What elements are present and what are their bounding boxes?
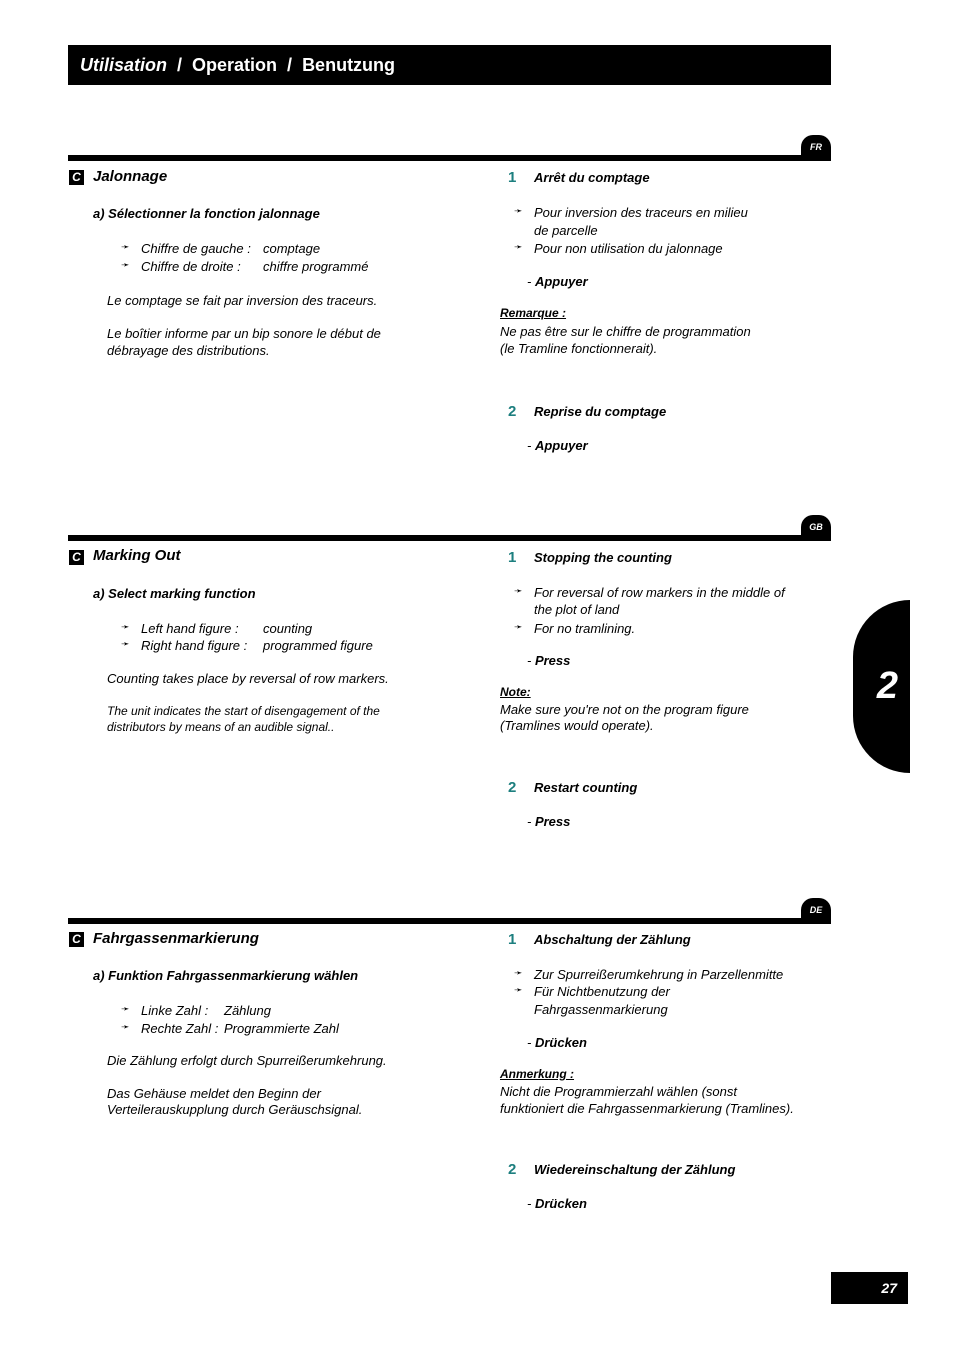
- sub-heading-fr: a) Sélectionner la fonction jalonnage: [93, 206, 320, 221]
- header-title-de: Benutzung: [302, 55, 396, 75]
- step-action-text: Press: [534, 814, 571, 829]
- section-letter-box: C: [69, 932, 84, 947]
- header-separator: /: [177, 55, 183, 75]
- paragraph: Le comptage se fait par inversion des traceurs.: [107, 293, 378, 308]
- bullet-label: Chiffre de gauche :: [141, 241, 251, 256]
- paragraph: Die Zählung erfolgt durch Spurreißerumkehrung.: [107, 1053, 387, 1068]
- arrow-bullet-icon: ➛: [121, 260, 130, 271]
- paragraph: distributors by means of an audible signal..: [107, 720, 335, 734]
- language-tab-de: DE: [801, 898, 831, 922]
- language-tab-gb: GB: [801, 515, 831, 539]
- step-title: Wiedereinschaltung der Zählung: [534, 1162, 736, 1177]
- arrow-bullet-icon: ➛: [514, 968, 523, 979]
- step-action: - Press: [527, 814, 571, 829]
- step-action-text: Appuyer: [534, 438, 588, 453]
- step-action: - Drücken: [527, 1035, 587, 1050]
- step-action: - Appuyer: [527, 438, 588, 453]
- bullet-value: programmed figure: [263, 638, 373, 653]
- note-label: Note:: [500, 685, 531, 699]
- note-text: funktioniert die Fahrgassenmarkierung (Tramlines).: [500, 1101, 794, 1116]
- step-title: Stopping the counting: [534, 550, 672, 565]
- bullet-value: counting: [263, 621, 313, 636]
- step-action-text: Appuyer: [534, 274, 588, 289]
- step-bullet: Zur Spurreißerumkehrung in Parzellenmitte: [534, 967, 784, 982]
- section-rule-de: [68, 918, 831, 924]
- step-number: 2: [508, 779, 517, 796]
- section-letter-box: C: [69, 170, 84, 185]
- bullet-value: Zählung: [224, 1003, 271, 1018]
- arrow-bullet-icon: ➛: [121, 1004, 130, 1015]
- arrow-bullet-icon: ➛: [121, 639, 130, 650]
- step-action: - Press: [527, 653, 571, 668]
- step-title: Restart counting: [534, 780, 638, 795]
- section-title-de: Fahrgassenmarkierung: [93, 930, 259, 947]
- step-bullet: Für Nichtbenutzung der: [534, 984, 670, 999]
- header-title-gb: Operation: [192, 55, 278, 75]
- paragraph: Das Gehäuse meldet den Beginn der: [107, 1086, 321, 1101]
- sub-heading-de: a) Funktion Fahrgassenmarkierung wählen: [93, 968, 359, 983]
- bullet-label: Right hand figure :: [141, 638, 248, 653]
- section-rule-fr: [68, 155, 831, 161]
- section-letter-box: C: [69, 550, 84, 565]
- note-text: (le Tramline fonctionnerait).: [500, 341, 658, 356]
- paragraph: débrayage des distributions.: [107, 343, 270, 358]
- step-action-text: Drücken: [534, 1035, 587, 1050]
- step-number: 2: [508, 1161, 517, 1178]
- step-bullet: the plot of land: [534, 602, 620, 617]
- language-tab-fr: FR: [801, 135, 831, 159]
- step-number: 1: [508, 549, 517, 566]
- arrow-bullet-icon: ➛: [121, 1022, 130, 1033]
- bullet-label: Rechte Zahl :: [141, 1021, 219, 1036]
- page-header: [68, 45, 831, 85]
- step-bullet: Pour non utilisation du jalonnage: [534, 241, 723, 256]
- arrow-bullet-icon: ➛: [514, 242, 523, 253]
- note-label: Remarque :: [500, 306, 567, 320]
- paragraph: The unit indicates the start of disengagement of the: [107, 704, 380, 718]
- bullet-value: comptage: [263, 241, 321, 256]
- paragraph: Counting takes place by reversal of row markers.: [107, 671, 389, 686]
- step-number: 1: [508, 169, 517, 186]
- step-bullet: Fahrgassenmarkierung: [534, 1002, 668, 1017]
- arrow-bullet-icon: ➛: [514, 206, 523, 217]
- note-label: Anmerkung :: [500, 1067, 575, 1081]
- paragraph: Le boîtier informe par un bip sonore le début de: [107, 326, 381, 341]
- arrow-bullet-icon: ➛: [121, 242, 130, 253]
- arrow-bullet-icon: ➛: [514, 622, 523, 633]
- section-title-fr: Jalonnage: [93, 168, 168, 185]
- step-number: 2: [508, 403, 517, 420]
- step-action-text: Drücken: [534, 1196, 587, 1211]
- note-text: Make sure you're not on the program figure: [500, 702, 749, 717]
- page-number: 27: [831, 1272, 908, 1304]
- chapter-tab: 2: [853, 600, 910, 773]
- step-title: Abschaltung der Zählung: [534, 932, 691, 947]
- arrow-bullet-icon: ➛: [514, 985, 523, 996]
- bullet-label: Left hand figure :: [141, 621, 239, 636]
- step-bullet: For reversal of row markers in the middle of: [534, 585, 785, 600]
- step-number: 1: [508, 931, 517, 948]
- step-action-text: Press: [534, 653, 571, 668]
- step-title: Reprise du comptage: [534, 404, 667, 419]
- bullet-value: chiffre programmé: [263, 259, 369, 274]
- bullet-value: Programmierte Zahl: [224, 1021, 339, 1036]
- step-bullet: Pour inversion des traceurs en milieu: [534, 205, 748, 220]
- section-rule-gb: [68, 535, 831, 541]
- bullet-label: Chiffre de droite :: [141, 259, 241, 274]
- step-bullet: For no tramlining.: [534, 621, 636, 636]
- arrow-bullet-icon: ➛: [514, 586, 523, 597]
- bullet-label: Linke Zahl :: [141, 1003, 209, 1018]
- step-action: - Drücken: [527, 1196, 587, 1211]
- section-title-gb: Marking Out: [93, 547, 181, 564]
- step-title: Arrêt du comptage: [534, 170, 650, 185]
- note-text: Nicht die Programmierzahl wählen (sonst: [500, 1084, 737, 1099]
- paragraph: Verteilerauskupplung durch Geräuschsignal.: [107, 1102, 363, 1117]
- step-action: - Appuyer: [527, 274, 588, 289]
- step-bullet: de parcelle: [534, 223, 598, 238]
- note-text: Ne pas être sur le chiffre de programmation: [500, 324, 751, 339]
- arrow-bullet-icon: ➛: [121, 622, 130, 633]
- sub-heading-gb: a) Select marking function: [93, 586, 256, 601]
- note-text: (Tramlines would operate).: [500, 718, 654, 733]
- header-separator: /: [287, 55, 293, 75]
- header-title-fr: Utilisation: [80, 55, 168, 75]
